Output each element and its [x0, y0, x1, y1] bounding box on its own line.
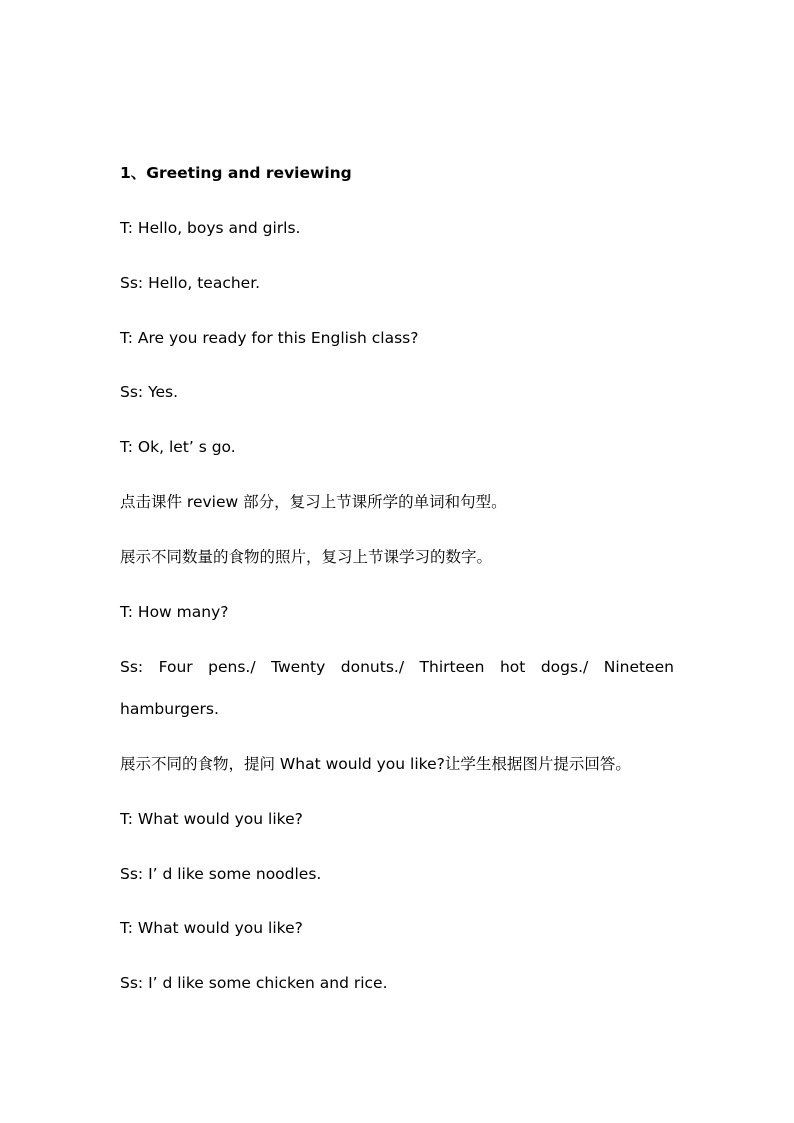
- dialogue-continuation: hamburgers.: [120, 700, 219, 718]
- dialogue-line: T: Are you ready for this English class?: [120, 329, 419, 347]
- word: Thirteen: [419, 658, 485, 676]
- word: donuts./: [340, 658, 405, 676]
- word: Ss:: [120, 658, 144, 676]
- justified-dialogue-line: [120, 657, 674, 677]
- word: Nineteen: [603, 658, 674, 676]
- instruction-line: 展示不同的食物，提问 What would you like?让学生根据图片提示回答。: [120, 755, 631, 773]
- dialogue-line: T: What would you like?: [120, 919, 303, 937]
- instruction-line: 点击课件 review 部分，复习上节课所学的单词和句型。: [120, 493, 507, 511]
- word: Four: [158, 658, 193, 676]
- word: Twenty: [271, 658, 326, 676]
- word: pens./: [208, 658, 256, 676]
- dialogue-line: T: How many?: [120, 603, 229, 621]
- dialogue-line: Ss: Yes.: [120, 383, 179, 401]
- section-heading: 1、Greeting and reviewing: [120, 164, 352, 182]
- dialogue-line: Ss: I’ d like some chicken and rice.: [120, 974, 388, 992]
- dialogue-line: T: Hello, boys and girls.: [120, 219, 301, 237]
- instruction-line: 展示不同数量的食物的照片，复习上节课学习的数字。: [120, 548, 493, 566]
- word: hot: [499, 658, 526, 676]
- dialogue-line: Ss: Hello, teacher.: [120, 274, 261, 292]
- word: dogs./: [540, 658, 589, 676]
- dialogue-line: T: Ok, let’ s go.: [120, 438, 236, 456]
- dialogue-line: Ss: I’ d like some noodles.: [120, 865, 322, 883]
- dialogue-line: T: What would you like?: [120, 810, 303, 828]
